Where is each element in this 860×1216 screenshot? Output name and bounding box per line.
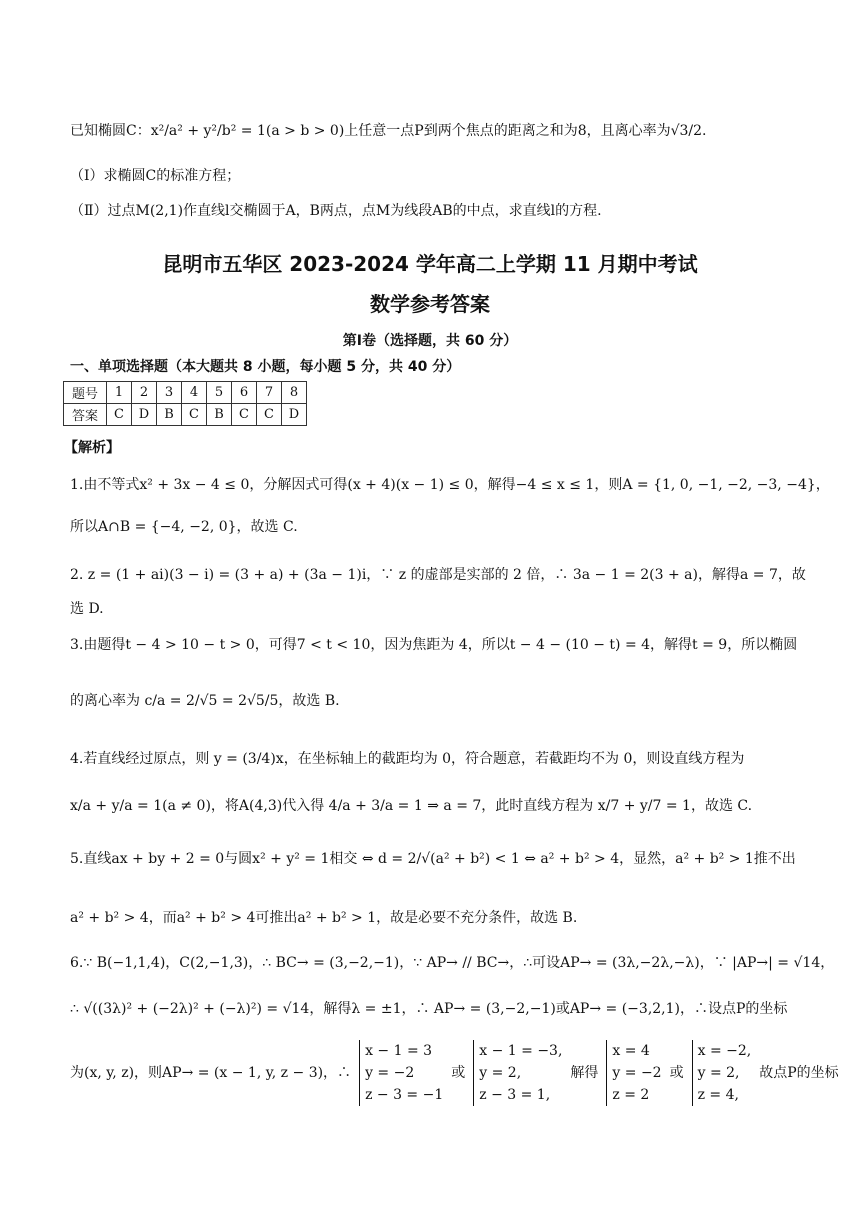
table-cell: B: [207, 404, 232, 426]
solution-3-line-2: 的离心率为 c/a = 2/√5 = 2√5/5，故选 B.: [70, 693, 340, 709]
solution-6-line-3: 为(x, y, z)，则AP→ = (x − 1, y, z − 3)，∴: [70, 1065, 352, 1081]
table-cell: 7: [257, 382, 282, 404]
equation-system-4: [692, 1040, 752, 1106]
equation: x = 4: [612, 1043, 650, 1059]
equation-system-2: [473, 1040, 562, 1106]
table-cell: 3: [157, 382, 182, 404]
solution-1-line-1: 1.由不等式x² + 3x − 4 ≤ 0，分解因式可得(x + 4)(x − 1) ≤ 0，解得−4 ≤ x ≤ 1，则A = {1, 0, −1, −2, −3, −4}，: [70, 477, 830, 493]
solution-6-line-1: 6.∵ B(−1,1,4)，C(2,−1,3)，∴ BC→ = (3,−2,−1)，∵ AP→ // BC→，∴可设AP→ = (3λ,−2λ,−λ)，∵ |AP→| = √14，: [70, 955, 835, 971]
equation-system-3: [606, 1040, 661, 1106]
table-cell: D: [282, 404, 307, 426]
page-subtitle: 数学参考答案: [370, 292, 490, 316]
solution-6-systems: [70, 1037, 839, 1109]
table-cell: 8: [282, 382, 307, 404]
page-title: 昆明市五华区 2023-2024 学年高二上学期 11 月期中考试: [162, 252, 698, 276]
table-cell: 1: [107, 382, 132, 404]
equation: x = −2,: [697, 1043, 752, 1059]
solution-6-tail: 故点P的坐标: [759, 1065, 839, 1081]
equation: y = 2,: [479, 1065, 522, 1081]
table-cell: B: [157, 404, 182, 426]
equation: x − 1 = −3,: [479, 1043, 563, 1059]
equation: y = 2,: [697, 1065, 740, 1081]
table-cell: D: [132, 404, 157, 426]
problem-part1: （Ⅰ）求椭圆C的标准方程；: [70, 168, 241, 184]
solution-2-line-2: 选 D.: [70, 601, 104, 617]
solution-3-line-1: 3.由题得t − 4 > 10 − t > 0，可得7 < t < 10，因为焦距为 4，所以t − 4 − (10 − t) = 4，解得t = 9，所以椭圆: [70, 637, 798, 653]
solution-4-line-1: 4.若直线经过原点，则 y = (3/4)x，在坐标轴上的截距均为 0，符合题意，若截距均不为 0，则设直线方程为: [70, 751, 745, 767]
table-cell: 5: [207, 382, 232, 404]
row-label: 题号: [64, 382, 107, 404]
table-cell: C: [107, 404, 132, 426]
equation-system-1: [359, 1040, 443, 1106]
solution-5-line-1: 5.直线ax + by + 2 = 0与圆x² + y² = 1相交 ⇔ d = 2/√(a² + b²) < 1 ⇔ a² + b² > 4，显然，a² + b² > 1推不出: [70, 851, 796, 867]
or-word: 或: [669, 1065, 684, 1081]
solution-1-line-2: 所以A∩B = {−4, −2, 0}，故选 C.: [70, 519, 298, 535]
solve-word: 解得: [570, 1065, 599, 1081]
table-cell: 6: [232, 382, 257, 404]
table-row: [64, 382, 307, 404]
solution-5-line-2: a² + b² > 4，而a² + b² > 4可推出a² + b² > 1，故是必要不充分条件，故选 B.: [70, 910, 578, 926]
table-cell: 4: [182, 382, 207, 404]
table-cell: C: [257, 404, 282, 426]
equation: y = −2: [365, 1065, 415, 1081]
equation: y = −2: [612, 1065, 662, 1081]
table-cell: C: [182, 404, 207, 426]
equation: z − 3 = −1: [365, 1087, 444, 1103]
solution-4-line-2: x/a + y/a = 1(a ≠ 0)，将A(4,3)代入得 4/a + 3/a = 1 ⇒ a = 7，此时直线方程为 x/7 + y/7 = 1，故选 C.: [70, 798, 753, 814]
table-cell: C: [232, 404, 257, 426]
or-word: 或: [451, 1065, 466, 1081]
problem-part2: （Ⅱ）过点M(2,1)作直线l交椭圆于A，B两点，点M为线段AB的中点，求直线l的方程.: [70, 203, 602, 219]
solution-6-line-2: ∴ √((3λ)² + (−2λ)² + (−λ)²) = √14，解得λ = ±1，∴ AP→ = (3,−2,−1)或AP→ = (−3,2,1)，∴设点P的坐标: [70, 1001, 788, 1017]
row-label: 答案: [64, 404, 107, 426]
volume-heading: 第Ⅰ卷（选择题，共 60 分）: [342, 333, 518, 349]
equation: z = 4,: [697, 1087, 739, 1103]
solution-2-line-1: 2. z = (1 + ai)(3 − i) = (3 + a) + (3a − 1)i，∵ z 的虚部是实部的 2 倍，∴ 3a − 1 = 2(3 + a)，解得a = 7，故: [70, 567, 806, 583]
equation: z = 2: [612, 1087, 650, 1103]
table-row: [64, 404, 307, 426]
problem-intro: 已知椭圆C：x²/a² + y²/b² = 1(a > b > 0)上任意一点P到两个焦点的距离之和为8，且离心率为√3/2.: [70, 123, 707, 139]
section-heading: 一、单项选择题（本大题共 8 小题，每小题 5 分，共 40 分）: [70, 359, 461, 375]
answer-table: [63, 381, 307, 426]
equation: z − 3 = 1,: [479, 1087, 551, 1103]
table-cell: 2: [132, 382, 157, 404]
equation: x − 1 = 3: [365, 1043, 433, 1059]
analysis-label: 【解析】: [64, 440, 120, 456]
